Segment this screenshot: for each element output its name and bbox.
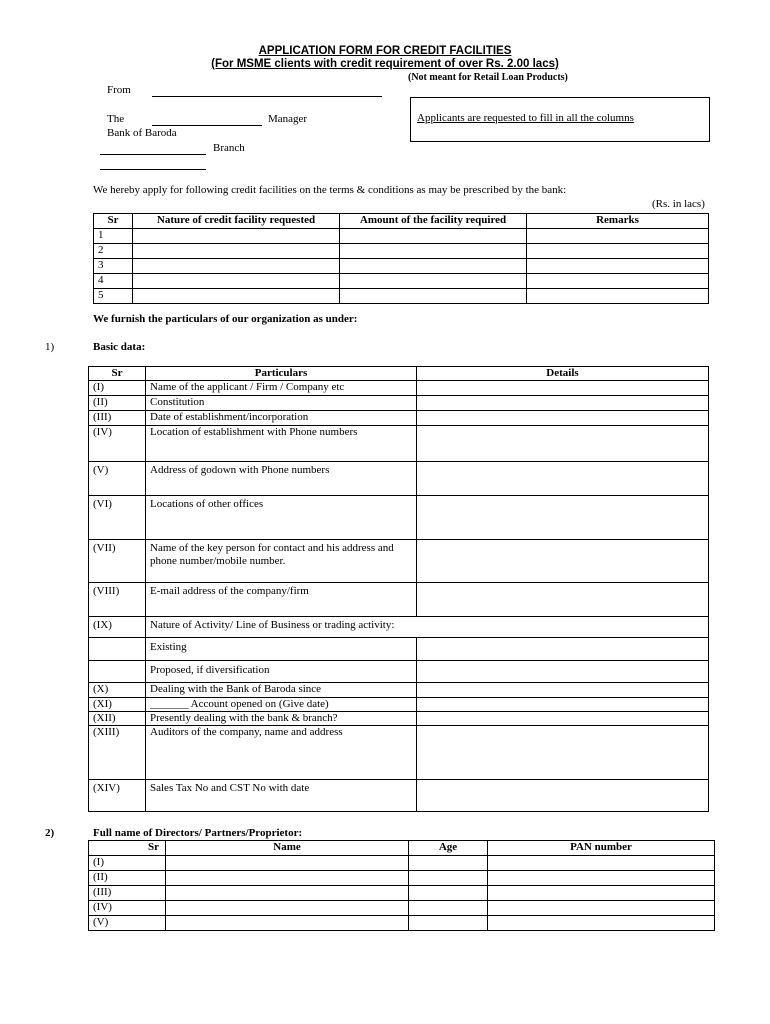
table-row: [89, 496, 709, 540]
col-nature: Nature of credit facility requested: [133, 214, 340, 229]
details-cell[interactable]: [417, 381, 709, 396]
col-sr: Sr: [94, 214, 133, 229]
row-particular: Presently dealing with the bank & branch?: [146, 712, 417, 726]
nature-cell[interactable]: [133, 259, 340, 274]
details-cell[interactable]: [417, 683, 709, 698]
manager-label: Manager: [268, 113, 308, 125]
row-sr: (III): [89, 411, 146, 426]
nature-cell[interactable]: [133, 244, 340, 259]
table-row: [94, 229, 709, 244]
row-sr: 5: [94, 289, 133, 304]
branch-field[interactable]: [100, 154, 206, 155]
the-label: The: [107, 113, 125, 125]
table-row: [89, 901, 715, 916]
name-cell[interactable]: [166, 871, 409, 886]
units-label: (Rs. in lacs): [652, 198, 705, 210]
row-sr: (IV): [89, 426, 146, 462]
row-sr: (III): [89, 886, 166, 901]
table-row: [89, 916, 715, 931]
nature-cell[interactable]: [133, 229, 340, 244]
table-row: [89, 617, 709, 638]
row-particular: Sales Tax No and CST No with date: [146, 780, 417, 812]
pan-cell[interactable]: [488, 916, 715, 931]
directors-table: [88, 840, 715, 931]
row-sr: 3: [94, 259, 133, 274]
row-sr: 2: [94, 244, 133, 259]
row-particular: _______ Account opened on (Give date): [146, 698, 417, 712]
table-row: [89, 726, 709, 780]
table-row: [94, 244, 709, 259]
table-row: [89, 683, 709, 698]
pan-cell[interactable]: [488, 871, 715, 886]
row-particular: Dealing with the Bank of Baroda since: [146, 683, 417, 698]
age-cell[interactable]: [409, 886, 488, 901]
nature-cell[interactable]: [133, 289, 340, 304]
table-row: [89, 426, 709, 462]
table-row: [89, 638, 709, 661]
form-title: APPLICATION FORM FOR CREDIT FACILITIES: [258, 45, 512, 57]
table-row: [89, 871, 715, 886]
section1-number: 1): [45, 341, 55, 353]
row-sr: (IX): [89, 617, 146, 638]
table-row: [89, 381, 709, 396]
row-particular: Nature of Activity/ Line of Business or trading activity:: [146, 617, 709, 638]
details-cell[interactable]: [417, 540, 709, 583]
row-sr: (I): [89, 856, 166, 871]
section1-title: Basic data:: [93, 341, 146, 353]
details-cell[interactable]: [417, 780, 709, 812]
table-row: [89, 583, 709, 617]
details-cell[interactable]: [417, 583, 709, 617]
row-particular: Date of establishment/incorporation: [146, 411, 417, 426]
section2-number: 2): [45, 827, 55, 839]
apply-text: We hereby apply for following credit facilities on the terms & conditions as may be prescribed by the bank:: [93, 184, 567, 196]
details-cell[interactable]: [417, 426, 709, 462]
manager-field[interactable]: [152, 125, 262, 126]
instruction-text: Applicants are requested to fill in all the columns: [417, 112, 634, 124]
row-sr: (VIII): [89, 583, 146, 617]
amount-cell[interactable]: [340, 229, 527, 244]
table-row: [89, 411, 709, 426]
row-sr: (V): [89, 462, 146, 496]
branch-label: Branch: [213, 142, 245, 154]
row-sr: [89, 661, 146, 683]
row-sr: (XIV): [89, 780, 146, 812]
branch-field-2[interactable]: [100, 169, 206, 170]
col-name: Name: [166, 841, 409, 856]
form-note: (Not meant for Retail Loan Products): [408, 72, 568, 83]
details-cell[interactable]: [417, 726, 709, 780]
age-cell[interactable]: [409, 916, 488, 931]
row-sr: (I): [89, 381, 146, 396]
row-particular: Name of the key person for contact and his address and phone number/mobile number.: [146, 540, 417, 583]
row-sr: 1: [94, 229, 133, 244]
row-sr: (II): [89, 396, 146, 411]
section2-title: Full name of Directors/ Partners/Proprietor:: [93, 827, 303, 839]
col-sr: Sr: [89, 367, 146, 381]
col-sr: Sr: [89, 841, 166, 856]
table-row: [89, 780, 709, 812]
col-age: Age: [409, 841, 488, 856]
details-cell[interactable]: [417, 712, 709, 726]
from-label: From: [107, 84, 131, 96]
form-subtitle: (For MSME clients with credit requirement of over Rs. 2.00 lacs): [211, 58, 559, 70]
row-particular: Name of the applicant / Firm / Company etc: [146, 381, 417, 396]
pan-cell[interactable]: [488, 856, 715, 871]
details-cell[interactable]: [417, 496, 709, 540]
instruction-box: [410, 97, 710, 142]
row-sr: (XII): [89, 712, 146, 726]
row-sr: 4: [94, 274, 133, 289]
row-sr: (V): [89, 916, 166, 931]
bank-name: Bank of Baroda: [107, 127, 177, 139]
details-cell[interactable]: [417, 698, 709, 712]
table-row: [89, 886, 715, 901]
table-row: [94, 289, 709, 304]
amount-cell[interactable]: [340, 289, 527, 304]
details-cell[interactable]: [417, 411, 709, 426]
details-cell[interactable]: [417, 462, 709, 496]
table-row: [89, 462, 709, 496]
details-cell[interactable]: [417, 661, 709, 683]
table-row: [89, 661, 709, 683]
row-particular: Existing: [146, 638, 417, 661]
table-row: [89, 698, 709, 712]
row-particular: Constitution: [146, 396, 417, 411]
amount-cell[interactable]: [340, 244, 527, 259]
name-cell[interactable]: [166, 856, 409, 871]
table-row: [89, 396, 709, 411]
name-cell[interactable]: [166, 886, 409, 901]
particulars-intro: We furnish the particulars of our organization as under:: [93, 313, 358, 325]
col-amount: Amount of the facility required: [340, 214, 527, 229]
table-row: [94, 259, 709, 274]
from-field[interactable]: [152, 96, 382, 97]
details-cell[interactable]: [417, 396, 709, 411]
row-sr: (X): [89, 683, 146, 698]
table-row: [89, 712, 709, 726]
amount-cell[interactable]: [340, 274, 527, 289]
remarks-cell[interactable]: [527, 244, 709, 259]
name-cell[interactable]: [166, 901, 409, 916]
remarks-cell[interactable]: [527, 259, 709, 274]
table-row: [89, 856, 715, 871]
age-cell[interactable]: [409, 871, 488, 886]
remarks-cell[interactable]: [527, 229, 709, 244]
table-row: [89, 540, 709, 583]
age-cell[interactable]: [409, 901, 488, 916]
row-sr: (XI): [89, 698, 146, 712]
row-particular: Location of establishment with Phone numbers: [146, 426, 417, 462]
nature-cell[interactable]: [133, 274, 340, 289]
table-row: [94, 274, 709, 289]
row-sr: (XIII): [89, 726, 146, 780]
name-cell[interactable]: [166, 916, 409, 931]
row-sr: (IV): [89, 901, 166, 916]
row-sr: (VI): [89, 496, 146, 540]
age-cell[interactable]: [409, 856, 488, 871]
col-particulars: Particulars: [146, 367, 417, 381]
row-particular: Proposed, if diversification: [146, 661, 417, 683]
remarks-cell[interactable]: [527, 289, 709, 304]
row-particular: Auditors of the company, name and address: [146, 726, 417, 780]
row-particular: Locations of other offices: [146, 496, 417, 540]
pan-cell[interactable]: [488, 901, 715, 916]
remarks-cell[interactable]: [527, 274, 709, 289]
row-particular: Address of godown with Phone numbers: [146, 462, 417, 496]
basic-data-table: [88, 366, 709, 812]
col-details: Details: [417, 367, 709, 381]
pan-cell[interactable]: [488, 886, 715, 901]
row-sr: (VII): [89, 540, 146, 583]
col-remarks: Remarks: [527, 214, 709, 229]
row-particular: E-mail address of the company/firm: [146, 583, 417, 617]
details-cell[interactable]: [417, 638, 709, 661]
amount-cell[interactable]: [340, 259, 527, 274]
facility-table: [93, 213, 709, 304]
row-sr: [89, 638, 146, 661]
row-sr: (II): [89, 871, 166, 886]
col-pan: PAN number: [488, 841, 715, 856]
